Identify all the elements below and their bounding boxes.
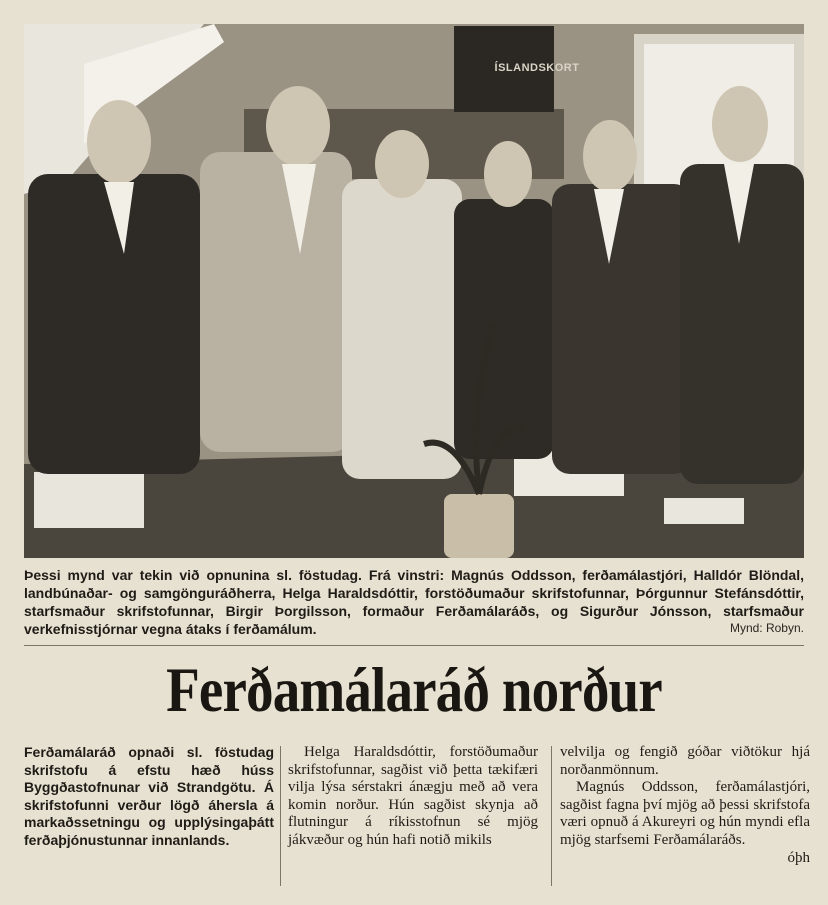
article-column-3-paragraph-1: velvilja og fengið góðar viðtökur hjá norðanmönnum. — [560, 744, 810, 778]
column-divider — [280, 746, 281, 886]
photo-illustration — [24, 24, 804, 558]
article-column-2: Helga Haraldsdóttir, forstöðumaður skrifstofunnar, sagðist við þetta tækifæri vilja lýsa sérstakri ánægju með að vera komin norður. Hún sagðist skynja að flutningur á ríkisstofnun sé mjög jákvæður og hún hafi notið mikils — [288, 744, 538, 848]
group-photo — [24, 24, 804, 558]
article-body — [24, 744, 810, 894]
photo-credit: Mynd: Robyn. — [729, 621, 804, 635]
headline: Ferðamálaráð norður — [166, 654, 662, 725]
article-column-1: Ferðamálaráð opnaði sl. föstudag skrifstofu á efstu hæð húss Byggðastofnunar við Strandgötu. Á skrifstofunni verður lögð áhersla á markaðssetningu og upplýsingaþátt ferðaþjónustunnar innanlands. — [24, 744, 274, 848]
author-signature: óþh — [787, 849, 810, 866]
article-column-3-paragraph-2: Magnús Oddsson, ferðamálastjóri, sagðist fagna því mjög að þessi skrifstofa væri opnuð á Akureyri og hún myndi efla mjög starfsemi Ferðamálaráðs. — [560, 779, 810, 848]
column-divider — [551, 746, 552, 886]
divider-rule — [24, 645, 804, 646]
article-column-3 — [560, 744, 810, 867]
photo-caption: Þessi mynd var tekin við opnunina sl. föstudag. Frá vinstri: Magnús Oddsson, ferðamálastjóri, Halldór Blöndal, landbúnaðar- og samgönguráðherra, Helga Haraldsdóttir, forstöðumaður skrifstofunnar, Þórgunnur Stefánsdóttir, starfsmaður skrifstofunnar, Birgir Þorgilsson, formaður Ferðamálaráðs, og Sigurður Jónsson, starfsmaður verkefnisstjórnar vegna átaks í ferðamálum. — [24, 567, 804, 637]
photo-sign-text: ÍSLANDSKORT — [494, 62, 580, 74]
